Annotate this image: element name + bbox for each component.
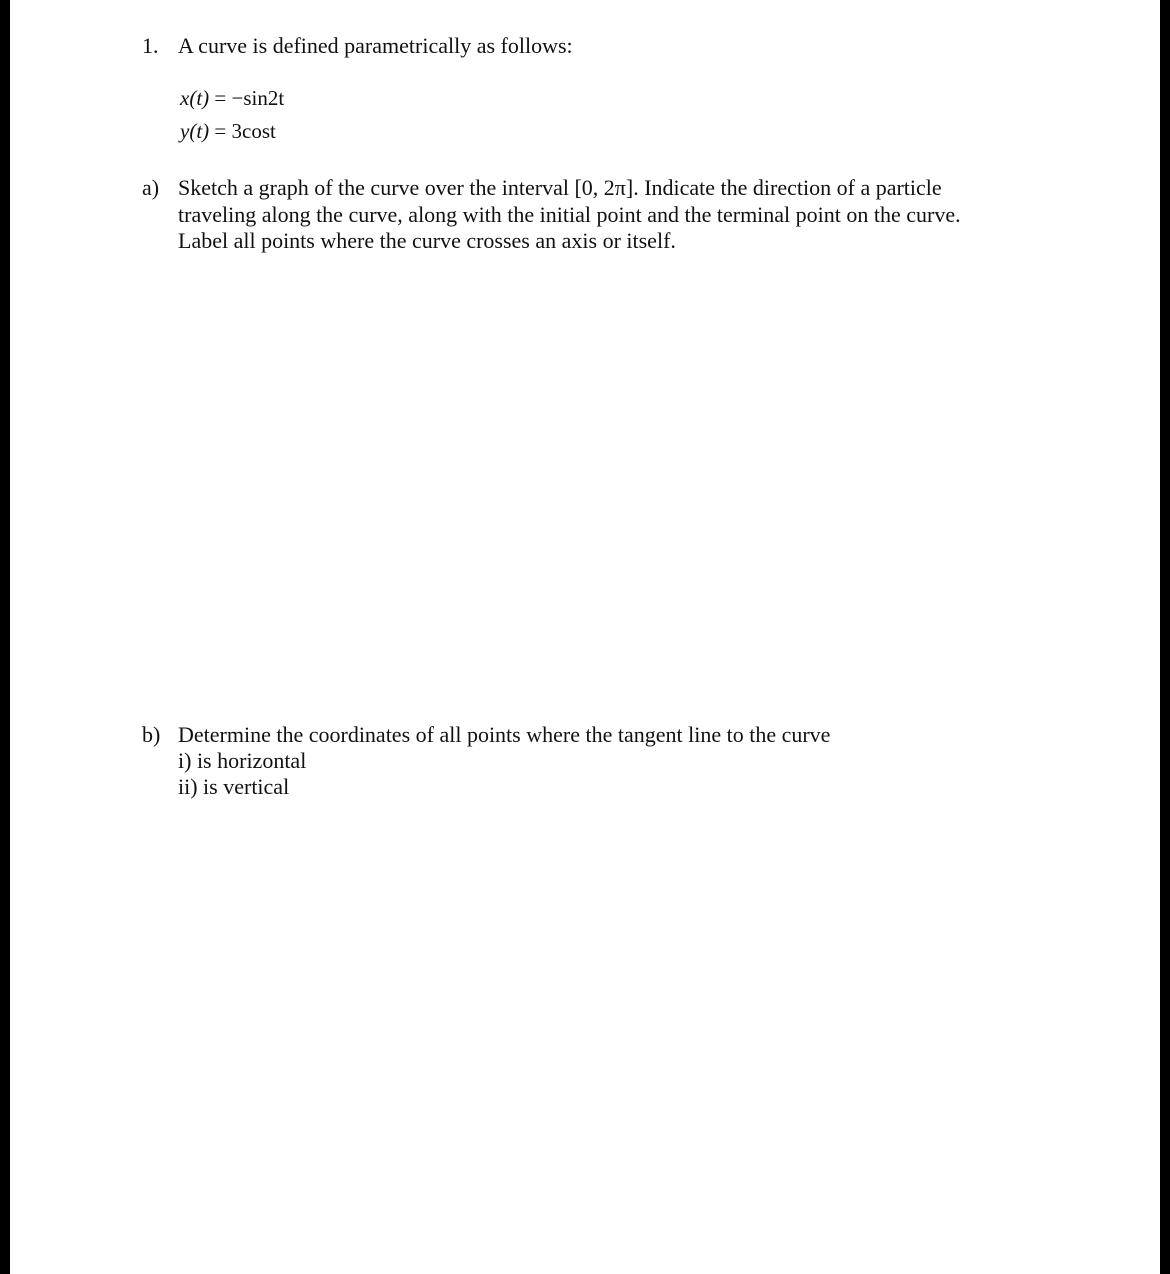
part-a-line-2: traveling along the curve, along with the initial point and the terminal point on the curve. — [178, 202, 961, 227]
part-b-line-1: Determine the coordinates of all points where the tangent line to the curve — [178, 722, 831, 747]
left-black-border — [0, 0, 10, 1274]
part-a-line-1: Sketch a graph of the curve over the interval [0, 2π]. Indicate the direction of a particle — [178, 175, 942, 200]
question-intro: A curve is defined parametrically as follows: — [178, 33, 573, 58]
equation-x — [180, 85, 284, 111]
part-a-line-3: Label all points where the curve crosses an axis or itself. — [178, 228, 676, 253]
equation-y-lhs: y(t) — [180, 119, 210, 143]
equation-y-rhs: = 3cost — [214, 119, 276, 143]
part-b-label: b) — [142, 722, 161, 747]
part-b-line-3: ii) is vertical — [178, 774, 290, 799]
question-number: 1. — [142, 33, 159, 58]
document-page — [10, 0, 1160, 1274]
right-black-border — [1160, 0, 1170, 1274]
equation-x-rhs: = −sin2t — [214, 86, 285, 110]
equation-y — [180, 118, 276, 144]
part-b-line-2: i) is horizontal — [178, 748, 307, 773]
equation-x-lhs: x(t) — [180, 86, 210, 110]
part-a-label: a) — [142, 175, 160, 200]
